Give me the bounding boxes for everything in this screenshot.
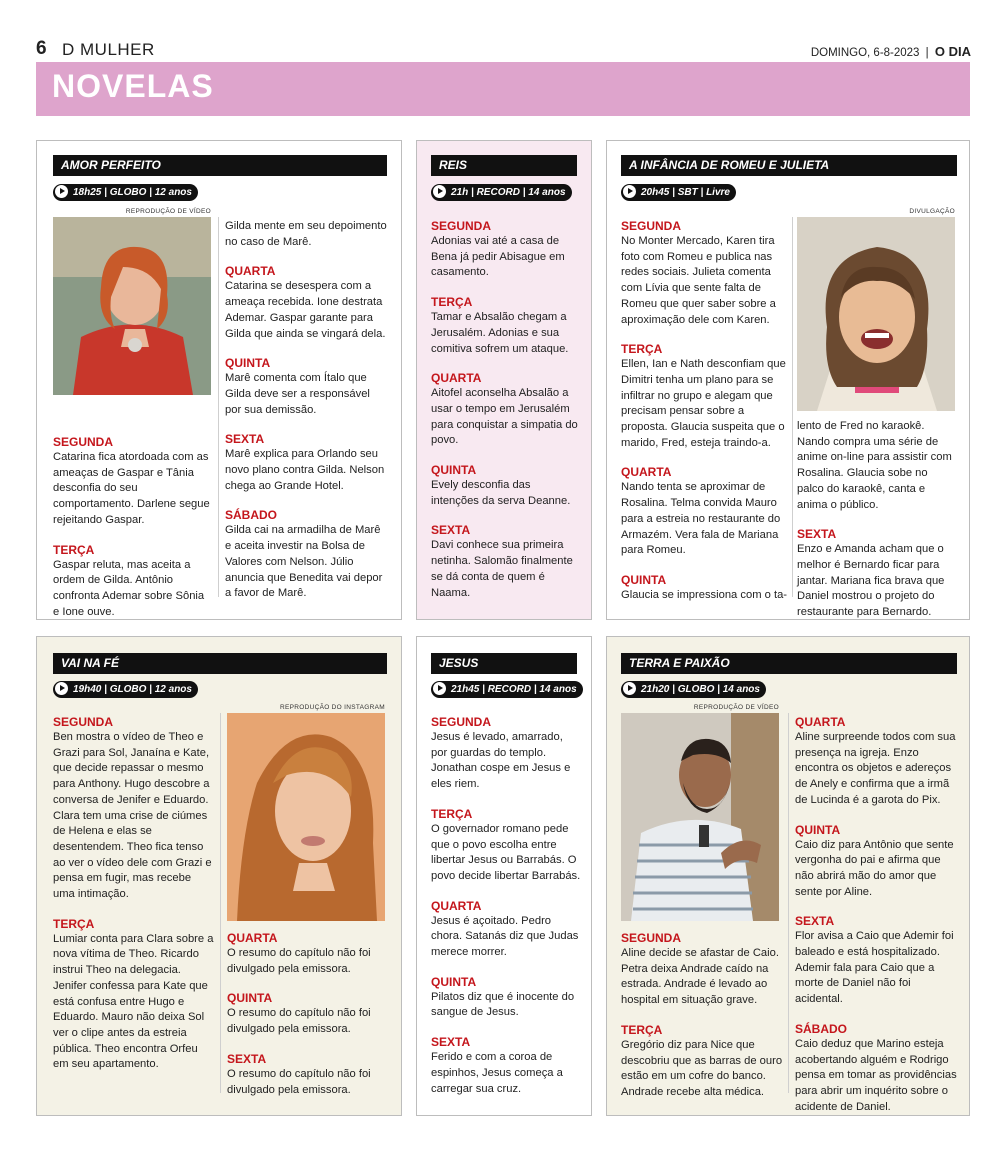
play-icon bbox=[623, 682, 636, 695]
day-entry bbox=[431, 807, 581, 885]
day-entry bbox=[53, 917, 215, 1073]
photo-illustration bbox=[53, 217, 211, 395]
schedule-badge bbox=[431, 184, 572, 201]
vainafe-col-1 bbox=[53, 715, 215, 1073]
day-entry bbox=[431, 463, 581, 509]
day-label: QUARTA bbox=[431, 898, 482, 913]
day-entry bbox=[797, 527, 957, 621]
day-text: Ben mostra o vídeo de Theo e Grazi para Sol, Janaína e Kate, que decide repassar o mesmo para Anthony. Hugo descobre a conversa de Jenifer e Eduardo. Clara tem uma crise de ciúmes de Helena e elas se desentendem. Theo fica tenso ao ver o vídeo dele com Grazi e pensa em fugir, mas recebe uma intimação. bbox=[53, 731, 212, 901]
day-text: O resumo do capítulo não foi divulgado pela emissora. bbox=[227, 1067, 371, 1096]
day-entry bbox=[53, 543, 213, 621]
play-icon bbox=[55, 185, 68, 198]
day-label: SEGUNDA bbox=[53, 435, 114, 449]
day-entry bbox=[621, 1023, 783, 1101]
day-entry bbox=[225, 432, 387, 494]
page-header bbox=[36, 38, 971, 62]
romeu-col-2 bbox=[797, 419, 957, 621]
day-text: Flor avisa a Caio que Ademir foi baleado e está hospitalizado. Ademir fala para Caio que a morte de Daniel não foi acidental. bbox=[795, 930, 954, 1006]
day-text: Lumiar conta para Clara sobre a nova vítima de Theo. Ricardo instrui Theo na delegacia. Jenifer confessa para Kate que está confusa entre Hugo e Eduardo. Mauro não deixa Sol ver o clipe antes da estreia pública. Theo encontra Orfeu em seu apartamento. bbox=[53, 932, 214, 1071]
day-entry bbox=[621, 465, 789, 559]
day-label: SEGUNDA bbox=[621, 219, 682, 233]
day-text: Gregório diz para Nice que descobriu que as barras de ouro estão em um cofre do banco. Andrade recebe alta médica. bbox=[621, 1038, 783, 1098]
box-amor-perfeito bbox=[36, 140, 402, 620]
day-label: SÁBADO bbox=[225, 508, 278, 523]
schedule-badge bbox=[621, 184, 736, 201]
day-label: SEGUNDA bbox=[53, 715, 114, 729]
day-entry bbox=[431, 715, 581, 793]
photo-woman-blonde bbox=[227, 713, 385, 921]
column-divider bbox=[788, 713, 789, 1093]
amor-col-2 bbox=[225, 219, 387, 602]
day-entry bbox=[431, 219, 581, 281]
day-label: SEGUNDA bbox=[431, 715, 492, 729]
box-title: JESUS bbox=[431, 653, 577, 674]
day-text: Caio deduz que Marino esteja acobertando alguém e Rodrigo pensa em tomar as providências para abrir um inquérito sobre o acidente de Daniel. bbox=[795, 1037, 957, 1113]
day-entry bbox=[621, 573, 789, 604]
play-icon bbox=[55, 682, 68, 695]
day-text: Aline surpreende todos com sua presença na igreja. Enzo encontra os objetos e adereços de Anely e confirma que a irmã de Lucinda é a garota do Pix. bbox=[795, 731, 956, 806]
box-reis bbox=[416, 140, 592, 620]
day-entry bbox=[795, 914, 957, 1008]
day-entry bbox=[431, 1035, 581, 1097]
schedule-text: 19h40 | GLOBO | 12 anos bbox=[73, 684, 192, 695]
continued-text: Gilda mente em seu depoimento no caso de Marê. bbox=[225, 220, 387, 248]
day-text: O resumo do capítulo não foi divulgado pela emissora. bbox=[227, 1007, 371, 1036]
day-text: Marê explica para Orlando seu novo plano contra Gilda. Nelson chega ao Grande Hotel. bbox=[225, 448, 385, 492]
day-entry bbox=[225, 508, 387, 602]
day-label: TERÇA bbox=[431, 295, 473, 310]
brand: O DIA bbox=[934, 44, 971, 59]
day-text: Aline decide se afastar de Caio. Petra deixa Andrade caído na estrada. Andrade é levado ao hospital em situação grave. bbox=[621, 947, 779, 1007]
day-label: SEXTA bbox=[795, 914, 835, 929]
play-icon bbox=[433, 185, 446, 198]
day-label: QUINTA bbox=[431, 974, 477, 989]
day-entry bbox=[431, 371, 581, 449]
day-entry bbox=[431, 899, 581, 961]
day-label: SEGUNDA bbox=[431, 219, 492, 233]
day-text: Jesus é açoitado. Pedro chora. Satanás diz que Judas merece morrer. bbox=[431, 914, 579, 959]
day-text: O governador romano pede que o povo escolha entre libertar Jesus ou Barrabás. O povo decide libertar Barrabás. bbox=[431, 822, 581, 882]
day-text: Ellen, Ian e Nath desconfiam que Dimitri tenha um plano para se infiltrar no grupo e alegam que precisam pensar sobre a proposta. Glaucia suspeita que o marido, Fred, esteja traindo-a. bbox=[621, 358, 786, 449]
day-text: Nando tenta se aproximar de Rosalina. Telma convida Mauro para a estreia no restaurante do Armazém. Vera fala de Mariana para Romeu. bbox=[621, 481, 781, 557]
day-text: Caio diz para Antônio que sente vergonha do pai e afirma que não abrirá mão do amor que sente por Aline. bbox=[795, 838, 954, 898]
schedule-badge bbox=[431, 681, 583, 698]
day-text: Jesus é levado, amarrado, por guardas do templo. Jonathan cospe em Jesus e eles riem. bbox=[431, 731, 571, 791]
day-text: Marê comenta com Ítalo que Gilda deve ser a responsável por sua demissão. bbox=[225, 372, 370, 416]
day-label: SEXTA bbox=[225, 432, 265, 447]
schedule-text: 21h | RECORD | 14 anos bbox=[451, 187, 566, 198]
box-vai-na-fe bbox=[36, 636, 402, 1116]
day-label: TERÇA bbox=[431, 806, 473, 821]
schedule-text: 21h45 | RECORD | 14 anos bbox=[451, 684, 577, 695]
day-text: No Monter Mercado, Karen tira foto com Romeu e publica nas redes sociais. Julieta comenta com Lívia que sente falta de Romeu que quer saber sobre a aproximação dele com Karen. bbox=[621, 235, 776, 326]
day-text: Glaucia se impressiona com o ta- bbox=[621, 588, 788, 601]
play-icon bbox=[623, 185, 636, 198]
day-text: Pilatos diz que é inocente do sangue de Jesus. bbox=[431, 990, 575, 1019]
photo-illustration bbox=[621, 713, 779, 921]
day-label: TERÇA bbox=[621, 1022, 663, 1037]
amor-col-1 bbox=[53, 435, 213, 620]
day-entry bbox=[795, 1022, 957, 1116]
photo-man-striped-shirt bbox=[621, 713, 779, 921]
day-label: QUINTA bbox=[795, 822, 841, 837]
play-icon bbox=[433, 682, 446, 695]
day-entry bbox=[227, 931, 387, 977]
photo-credit: REPRODUÇÃO DO INSTAGRAM bbox=[279, 704, 385, 711]
jesus-col bbox=[431, 715, 581, 1097]
schedule-text: 20h45 | SBT | Livre bbox=[641, 187, 730, 198]
day-label: TERÇA bbox=[621, 342, 663, 357]
day-text: Gilda cai na armadilha de Marê e aceita investir na Bolsa de Valores com Nelson. Júlio anuncia que Benedita vai depor a favor de Marê. bbox=[225, 524, 383, 600]
day-label: SEXTA bbox=[227, 1051, 267, 1066]
day-entry bbox=[795, 715, 957, 809]
day-label: QUARTA bbox=[225, 264, 276, 279]
day-label: SEXTA bbox=[797, 527, 837, 542]
day-entry bbox=[225, 264, 387, 342]
day-label: TERÇA bbox=[53, 542, 95, 557]
romeu-col-1 bbox=[621, 219, 789, 604]
reis-col bbox=[431, 219, 581, 601]
schedule-badge bbox=[53, 184, 198, 201]
box-jesus bbox=[416, 636, 592, 1116]
day-text: Catarina fica atordoada com as ameaças de Gaspar e Tânia desconfia do seu comportamento. Darlene segue rejeitando Gaspar. bbox=[53, 451, 210, 526]
day-text: Adonias vai até a casa de Bena já pedir Abisague em casamento. bbox=[431, 235, 565, 279]
day-entry bbox=[53, 435, 213, 529]
box-title: A INFÂNCIA DE ROMEU E JULIETA bbox=[621, 155, 957, 176]
column-divider bbox=[220, 713, 221, 1093]
day-label: TERÇA bbox=[53, 916, 95, 931]
terra-col-1 bbox=[621, 931, 783, 1101]
day-text: Catarina se desespera com a ameaça recebida. Ione destrata Ademar. Gaspar garante para Gilda que ainda se vingará dela. bbox=[225, 280, 386, 340]
photo-credit: REPRODUÇÃO DE VÍDEO bbox=[693, 704, 779, 711]
day-text: Evely desconfia das intenções da serva Deanne. bbox=[431, 479, 571, 507]
day-entry bbox=[431, 523, 581, 601]
box-title: REIS bbox=[431, 155, 577, 176]
day-entry bbox=[621, 342, 789, 451]
day-label: QUARTA bbox=[795, 715, 846, 729]
day-entry bbox=[621, 931, 783, 1009]
photo-actress-red-dress bbox=[53, 217, 211, 395]
day-entry bbox=[227, 991, 387, 1037]
box-title: TERRA E PAIXÃO bbox=[621, 653, 957, 674]
section-banner bbox=[36, 62, 970, 116]
day-label: SEXTA bbox=[431, 1035, 471, 1050]
column-divider bbox=[792, 217, 793, 597]
vainafe-col-2 bbox=[227, 931, 387, 1098]
day-text: Enzo e Amanda acham que o melhor é Bernardo ficar para jantar. Mariana fica brava que Daniel mostrou o projeto do restaurante para Bernardo. bbox=[797, 543, 945, 619]
photo-credit: DIVULGAÇÃO bbox=[909, 208, 955, 215]
box-title: AMOR PERFEITO bbox=[53, 155, 387, 176]
day-text: Ferido e com a coroa de espinhos, Jesus começa a carregar sua cruz. bbox=[431, 1051, 563, 1095]
day-label: QUARTA bbox=[621, 465, 672, 480]
page-number: 6 bbox=[36, 38, 47, 59]
day-entry bbox=[621, 219, 789, 328]
day-label: QUINTA bbox=[621, 572, 667, 587]
day-label: QUARTA bbox=[431, 371, 482, 386]
day-label: QUARTA bbox=[227, 931, 278, 945]
day-text: O resumo do capítulo não foi divulgado pela emissora. bbox=[227, 947, 371, 975]
column-divider bbox=[218, 217, 219, 597]
separator: | bbox=[925, 47, 929, 59]
box-title: VAI NA FÉ bbox=[53, 653, 387, 674]
banner-title: NOVELAS bbox=[52, 68, 214, 104]
day-entry bbox=[227, 1052, 387, 1098]
day-label: QUINTA bbox=[227, 991, 273, 1006]
day-entry bbox=[795, 823, 957, 901]
dateline bbox=[811, 44, 971, 59]
photo-illustration bbox=[797, 217, 955, 411]
day-label: SEXTA bbox=[431, 523, 471, 538]
terra-col-2 bbox=[795, 715, 957, 1115]
continued-text: lento de Fred no karaokê. Nando compra uma série de anime on-line para assistir com Rosalina. Glaucia sobe no palco do karaokê, canta e anima o público. bbox=[797, 420, 952, 511]
box-terra-e-paixao bbox=[606, 636, 970, 1116]
day-entry bbox=[431, 295, 581, 357]
day-label: SEGUNDA bbox=[621, 931, 682, 945]
schedule-text: 21h20 | GLOBO | 14 anos bbox=[641, 684, 760, 695]
box-romeu-julieta bbox=[606, 140, 970, 620]
section-name: D MULHER bbox=[62, 40, 155, 59]
day-label: QUINTA bbox=[431, 463, 477, 478]
day-label: QUINTA bbox=[225, 356, 271, 371]
day-entry bbox=[431, 975, 581, 1021]
day-text: Tamar e Absalão chegam a Jerusalém. Adonias e sua comitiva sofrem um ataque. bbox=[431, 311, 569, 355]
photo-girl-smiling bbox=[797, 217, 955, 411]
photo-credit: REPRODUÇÃO DE VÍDEO bbox=[125, 208, 211, 215]
day-entry bbox=[225, 356, 387, 418]
photo-illustration bbox=[227, 713, 385, 921]
schedule-badge bbox=[621, 681, 766, 698]
date: DOMINGO, 6-8-2023 bbox=[810, 47, 920, 59]
day-entry bbox=[53, 715, 215, 903]
day-text: Gaspar reluta, mas aceita a ordem de Gilda. Antônio confronta Ademar sobre Sônia e Ione ouve. bbox=[53, 558, 205, 618]
day-text: Davi conhece sua primeira netinha. Salomão finalmente se dá conta de quem é Naama. bbox=[431, 539, 573, 599]
day-label: SÁBADO bbox=[795, 1021, 848, 1036]
schedule-badge bbox=[53, 681, 198, 698]
schedule-text: 18h25 | GLOBO | 12 anos bbox=[73, 187, 192, 198]
day-text: Aitofel aconselha Absalão a usar o tempo em Jerusalém para conquistar a simpatia do povo. bbox=[431, 387, 578, 447]
